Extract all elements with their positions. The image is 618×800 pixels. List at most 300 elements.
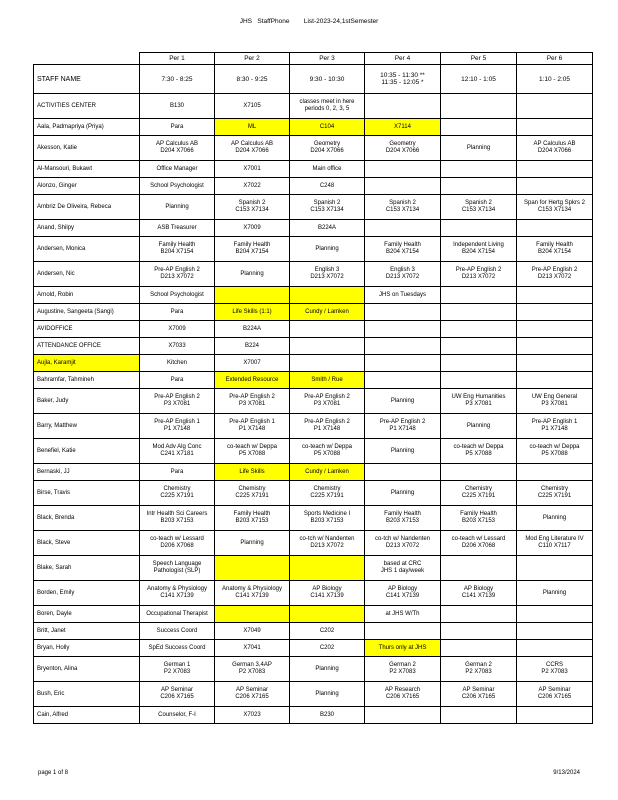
schedule-cell [140,389,215,414]
schedule-cell [140,581,215,606]
cell-text: AP Biology [463,586,494,592]
schedule-cell [517,556,593,581]
schedule-cell [441,707,517,724]
staff-row [34,220,593,237]
cell-text: Cundy / Lamken [305,468,349,475]
cell-text: P3 X7081 [313,401,341,407]
schedule-cell [140,94,215,119]
cell-text: Family Health [158,242,196,248]
cell-text: AP Research [384,687,421,693]
staff-row [34,707,593,724]
cell-text: Spanish 2 [465,200,492,206]
cell-text: AP Calculus AB [533,141,576,147]
staff-row [34,531,593,556]
cell-text: Planning [240,539,264,546]
cell-text: Intr Health Sci Careers [146,511,208,517]
cell-text: co-teach w/ Lessard [150,536,204,542]
schedule-cell [290,304,365,321]
cell-text: B203 X7153 [160,518,194,524]
cell-text: co-teach w/ Deppa [529,444,580,450]
schedule-cell [215,161,290,178]
cell-text: X7007 [243,359,261,366]
cell-text: C153 X7134 [461,207,496,213]
staff-row [34,237,593,262]
cell-text: Counselor, F-I [158,711,196,718]
cell-text: JHS 1 day/week [380,568,425,574]
period-header: Per 5 [441,53,517,65]
schedule-cell [517,355,593,372]
schedule-cell [517,506,593,531]
period-header-row [34,53,593,65]
schedule-cell [215,94,290,119]
cell-text: C110 X7117 [538,543,571,549]
cell-text: Family Health [384,242,421,248]
cell-text: SpEd Success Coord [148,644,206,651]
schedule-cell [290,531,365,556]
cell-text: co-teach w/ Deppa [301,444,353,450]
cell-text: C206 X7165 [385,694,420,700]
cell-text: C202 [319,644,335,651]
schedule-cell [441,640,517,657]
cell-text: P1 X7148 [163,426,191,432]
schedule-cell [290,94,365,119]
schedule-cell [215,531,290,556]
schedule-cell [215,682,290,707]
schedule-cell [441,237,517,262]
schedule-cell [290,220,365,237]
schedule-cell [517,481,593,506]
schedule-cell [140,338,215,355]
schedule-cell [140,195,215,220]
cell-text: Planning [466,422,491,429]
period-time [365,65,441,94]
schedule-cell [441,94,517,119]
schedule-cell [517,119,593,136]
cell-text: D204 X7066 [235,148,269,154]
time-header-row [34,65,593,94]
staff-name: Blake, Sarah [34,556,140,581]
cell-text: C141 X7139 [160,593,194,599]
staff-name: Barry, Matthew [34,414,140,439]
cell-text: B204 X7154 [235,249,269,255]
schedule-cell [441,657,517,682]
schedule-cell [290,195,365,220]
cell-text: P1 X7148 [238,426,266,432]
cell-text: X7009 [168,325,186,332]
staff-row [34,682,593,707]
schedule-cell [140,119,215,136]
staff-row [34,161,593,178]
cell-text: C248 [319,182,335,189]
cell-text: X7041 [243,644,261,651]
document-title: JHS StaffPhone List-2023-24,1stSemester [239,18,379,25]
cell-text: Cundy / Lamken [305,308,349,315]
schedule-cell [365,355,441,372]
cell-text: C141 X7139 [385,593,420,599]
cell-text: Pre-AP English 2 [229,394,275,400]
schedule-cell [365,581,441,606]
cell-text: Main office [312,165,342,172]
cell-text: C225 X7191 [235,493,269,499]
schedule-cell [140,287,215,304]
cell-text: X7049 [243,627,261,634]
cell-text: AP Seminar [161,687,193,693]
schedule-cell [365,338,441,355]
schedule-cell [215,506,290,531]
staff-name: Britt, Janet [34,623,140,640]
schedule-cell [290,321,365,338]
cell-text: Spanish 2 [313,200,341,206]
cell-text: Anatomy & Physiology [221,586,283,592]
schedule-cell [441,338,517,355]
staff-name: Bahramfar, Tahmineh [34,372,140,389]
cell-text: based at CRC [383,561,422,567]
staff-name: Aala, Padmapriya (Priya) [34,119,140,136]
schedule-cell [365,321,441,338]
schedule-cell [215,623,290,640]
schedule-cell [290,682,365,707]
schedule-cell [140,372,215,389]
cell-text: Thurs only at JHS [378,644,427,651]
cell-text: Para [170,468,184,475]
staff-row [34,178,593,195]
schedule-cell [365,136,441,161]
schedule-cell [215,321,290,338]
cell-text: B224A [317,224,336,231]
cell-text: Pre-AP English 1 [229,419,275,425]
schedule-cell [365,161,441,178]
schedule-cell [365,606,441,623]
cell-text: UW Eng General [531,394,578,400]
staff-name: Andersen, Nic [34,262,140,287]
cell-text: AP Seminar [462,687,495,693]
staff-name: Bernaski, JJ [34,464,140,481]
staff-row [34,338,593,355]
cell-text: X7022 [243,182,261,189]
schedule-cell [215,304,290,321]
schedule-cell [140,304,215,321]
schedule-cell [517,439,593,464]
cell-text: C153 X7134 [310,207,344,213]
schedule-cell [517,321,593,338]
cell-text: B203 X7153 [461,518,496,524]
cell-text: Pre-AP English 1 [531,419,578,425]
staff-row [34,136,593,161]
schedule-cell [441,389,517,414]
cell-text: Spanish 2 [389,200,416,206]
schedule-cell [215,237,290,262]
period-time [215,65,290,94]
cell-text: CCRS [545,662,563,668]
cell-text: Smith / Rue [311,376,343,383]
cell-text: at JHS W/Th [385,610,420,617]
cell-text: Pre-AP English 2 [455,267,502,273]
schedule-cell [365,195,441,220]
staff-row [34,657,593,682]
schedule-cell [290,481,365,506]
schedule-cell [140,682,215,707]
cell-text: B230 [319,711,334,718]
cell-text: B204 X7154 [385,249,420,255]
schedule-cell [215,481,290,506]
cell-text: Geometry [313,141,341,147]
cell-text: P5 X7088 [313,451,341,457]
cell-text: Life Skills (1:1) [232,308,272,315]
cell-text: B204 X7154 [537,249,572,255]
cell-text: Family Health [233,511,271,517]
cell-text: Para [170,123,184,130]
cell-text: P5 X7088 [465,451,492,457]
cell-text: B224A [242,325,261,332]
schedule-cell [140,237,215,262]
cell-text: D204 X7066 [537,148,572,154]
schedule-cell [441,195,517,220]
cell-text: Chemistry [238,486,266,492]
staff-row [34,464,593,481]
period-time [140,65,215,94]
staff-row [34,581,593,606]
cell-text: C225 X7191 [310,493,344,499]
cell-text: P3 X7081 [465,401,492,407]
schedule-cell [365,372,441,389]
schedule-cell [290,464,365,481]
time-range: 1:10 - 2:05 [538,75,571,83]
cell-text: Planning [240,270,264,277]
cell-text: P2 X7083 [163,669,191,675]
schedule-cell [365,623,441,640]
schedule-cell [290,338,365,355]
cell-text: D213 X7072 [310,274,344,280]
cell-text: C225 X7191 [537,493,572,499]
schedule-cell [215,287,290,304]
cell-text: Planning [315,690,339,697]
schedule-cell [290,389,365,414]
cell-text: P1 X7148 [313,426,341,432]
staff-row [34,606,593,623]
staff-name: Arnold, Robin [34,287,140,304]
cell-text: B224 [244,342,259,349]
cell-text: Planning [165,203,189,210]
staff-row [34,439,593,464]
cell-text: Planning [390,397,415,404]
cell-text: ML [247,123,257,130]
cell-text: Success Coord [156,627,198,634]
cell-text: co-teach w/ Lessard [451,536,506,542]
schedule-cell [215,195,290,220]
staff-name: Benefiel, Katie [34,439,140,464]
schedule-cell [290,556,365,581]
schedule-cell [365,439,441,464]
schedule-cell [441,606,517,623]
cell-text: C153 X7134 [235,207,269,213]
cell-text: X7009 [243,224,261,231]
cell-text: C141 X7139 [235,593,269,599]
schedule-cell [441,506,517,531]
time-range: 12:10 - 1:05 [461,75,496,83]
cell-text: Planning [315,665,339,672]
time-range: 11:35 - 12:05 * [381,79,424,86]
schedule-cell [365,119,441,136]
schedule-cell [365,640,441,657]
cell-text: B204 X7154 [461,249,496,255]
cell-text: Speech Language [152,561,202,567]
time-range: 10:35 - 11:30 ** [380,72,425,79]
schedule-cell [441,136,517,161]
schedule-cell [441,220,517,237]
cell-text: German 2 [465,662,492,668]
schedule-cell [215,556,290,581]
schedule-cell [290,606,365,623]
period-header: Per 2 [215,53,290,65]
cell-text: School Psychologist [150,182,204,189]
schedule-cell [441,481,517,506]
cell-text: Pathologist (SLP) [153,568,201,574]
cell-text: B203 X7153 [385,518,420,524]
staff-name: Black, Steve [34,531,140,556]
schedule-cell [441,414,517,439]
schedule-cell [140,606,215,623]
staff-row [34,262,593,287]
cell-text: P2 X7083 [541,669,568,675]
page-number: page 1 of 8 [38,770,69,776]
cell-text: B203 X7153 [235,518,269,524]
cell-text: D206 X7068 [160,543,194,549]
schedule-cell [517,623,593,640]
schedule-cell [215,606,290,623]
schedule-cell [215,414,290,439]
cell-text: D213 X7072 [385,274,420,280]
schedule-cell [215,220,290,237]
cell-text: Family Health [460,511,497,517]
schedule-cell [215,355,290,372]
period-time [441,65,517,94]
schedule-cell [290,707,365,724]
schedule-cell [140,623,215,640]
schedule-cell [140,707,215,724]
cell-text: co-tch w/ Nandenten [299,536,355,542]
cell-text: C202 [319,627,335,634]
schedule-cell [140,506,215,531]
cell-text: School Psychologist [150,291,204,298]
schedule-cell [140,531,215,556]
staff-row [34,321,593,338]
schedule-cell [517,606,593,623]
schedule-cell [441,304,517,321]
cell-text: C153 X7134 [537,207,572,213]
schedule-cell [215,640,290,657]
schedule-cell [517,682,593,707]
cell-text: Mod Eng Literature IV [525,536,584,542]
schedule-cell [517,389,593,414]
cell-text: Chemistry [540,486,568,492]
schedule-cell [517,136,593,161]
cell-text: X7105 [243,102,261,109]
cell-text: D213 X7072 [461,274,496,280]
staff-name: Borden, Emily [34,581,140,606]
schedule-cell [140,464,215,481]
schedule-cell [441,161,517,178]
schedule-cell [365,262,441,287]
schedule-cell [517,178,593,195]
cell-text: C104 [319,123,335,130]
staff-row [34,304,593,321]
cell-text: B203 X7153 [310,518,344,524]
staff-name: Aujla, Karamjit [34,355,140,372]
schedule-cell [517,237,593,262]
staff-row [34,481,593,506]
schedule-cell [517,161,593,178]
schedule-cell [517,338,593,355]
cell-text: D213 X7072 [310,543,344,549]
schedule-cell [140,556,215,581]
schedule-cell [517,707,593,724]
cell-text: X7033 [168,342,186,349]
schedule-cell [517,464,593,481]
cell-text: P1 X7148 [389,426,416,432]
cell-text: Mod Adv Alg Conc [152,444,202,450]
staff-name: AVIDOFFICE [34,321,140,338]
cell-text: C206 X7165 [461,694,496,700]
staff-name: Bryenton, Alina [34,657,140,682]
schedule-cell [215,136,290,161]
schedule-cell [215,657,290,682]
schedule-cell [290,581,365,606]
schedule-cell [517,220,593,237]
cell-text: English 3 [314,267,340,273]
cell-text: P3 X7081 [163,401,191,407]
schedule-cell [441,262,517,287]
cell-text: P5 X7088 [238,451,266,457]
cell-text: AP Biology [387,586,418,592]
schedule-cell [290,119,365,136]
staff-row [34,414,593,439]
cell-text: Planning [390,489,415,496]
cell-text: C141 X7139 [461,593,496,599]
cell-text: classes meet in here [299,99,355,105]
schedule-cell [215,338,290,355]
staff-row [34,372,593,389]
period-time [517,65,593,94]
schedule-cell [140,178,215,195]
cell-text: co-teach w/ Deppa [226,444,278,450]
schedule-cell [215,707,290,724]
cell-text: D213 X7072 [160,274,194,280]
cell-text: D213 X7072 [537,274,572,280]
schedule-cell [441,531,517,556]
schedule-cell [517,414,593,439]
cell-text: Para [170,308,184,315]
cell-text: P3 X7081 [541,401,568,407]
cell-text: D204 X7066 [385,148,420,154]
schedule-cell [441,355,517,372]
schedule-cell [290,623,365,640]
schedule-cell [365,531,441,556]
staff-schedule-table [33,52,593,724]
schedule-cell [365,414,441,439]
staff-name: Bush, Eric [34,682,140,707]
schedule-cell [441,581,517,606]
schedule-cell [441,682,517,707]
cell-text: C206 X7165 [160,694,194,700]
cell-text: Occupational Therapist [146,610,208,617]
cell-text: Anatomy & Physiology [146,586,208,592]
staff-name: Boren, Dayle [34,606,140,623]
staff-name: Black, Brenda [34,506,140,531]
schedule-cell [140,481,215,506]
schedule-cell [441,623,517,640]
staff-name: ATTENDANCE OFFICE [34,338,140,355]
staff-name-header: STAFF NAME [34,65,140,94]
